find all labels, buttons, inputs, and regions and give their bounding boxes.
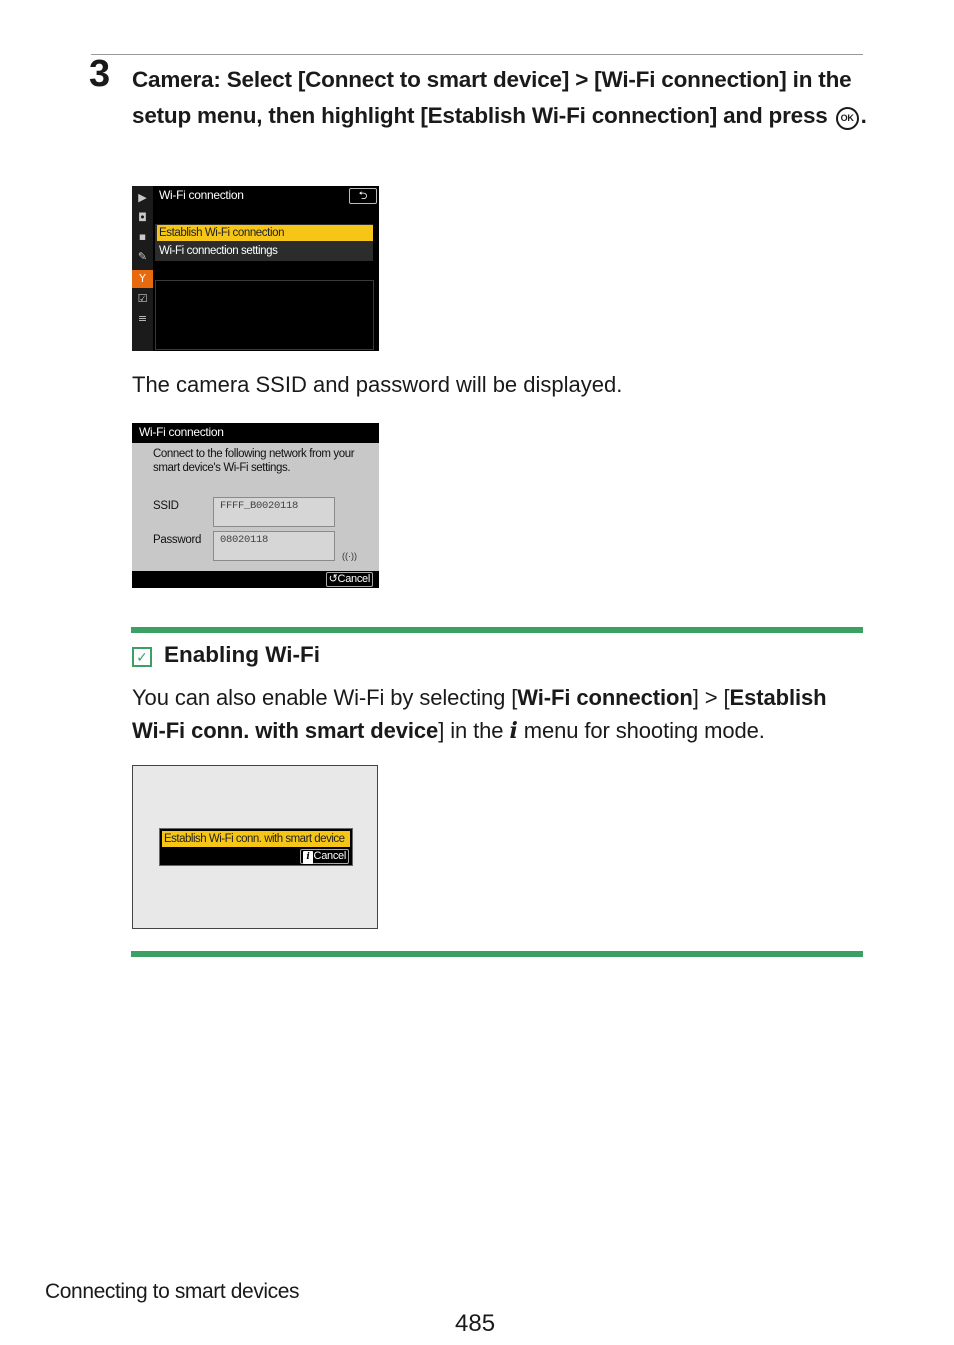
menu-title: Wi-Fi connection bbox=[159, 188, 244, 202]
menu-list bbox=[155, 224, 373, 261]
tip-body bbox=[132, 681, 852, 748]
ssid-field bbox=[213, 497, 335, 527]
menu-item-establish-wifi[interactable]: Establish Wi-Fi connection bbox=[157, 225, 373, 241]
password-label: Password bbox=[153, 534, 202, 546]
step-number: 3 bbox=[89, 53, 111, 95]
ssid-label: SSID bbox=[153, 500, 179, 512]
tip-text-1: You can also enable Wi-Fi by selecting [ bbox=[132, 685, 518, 710]
tip-text-2: ] > [ bbox=[692, 685, 730, 710]
menu-tab-strip bbox=[132, 186, 153, 351]
cancel-button[interactable]: ↺Cancel bbox=[326, 572, 373, 587]
i-cancel-label: Cancel bbox=[313, 850, 346, 862]
footer-section-title: Connecting to smart devices bbox=[45, 1280, 300, 1303]
tip-bottom-bar bbox=[131, 951, 863, 957]
tip-heading bbox=[132, 642, 320, 668]
tip-text-3: ] in the bbox=[438, 718, 510, 743]
retouch-tab-icon: ☑ bbox=[137, 292, 148, 305]
wifi-info-title: Wi-Fi connection bbox=[139, 425, 224, 439]
i-menu-dialog bbox=[159, 828, 353, 866]
page-number: 485 bbox=[455, 1310, 496, 1337]
check-icon: ✓ bbox=[132, 647, 152, 667]
step-text-1: Camera: Select [Connect to smart device] > [Wi-Fi connection] in the setup menu, then highlight [Establish Wi-Fi connection] and press bbox=[132, 67, 852, 128]
setup-tab-icon: Y bbox=[132, 270, 153, 288]
i-cancel-button[interactable] bbox=[300, 849, 349, 864]
cancel-label: Cancel bbox=[337, 573, 370, 585]
step-instruction bbox=[132, 62, 867, 134]
wifi-info-message: Connect to the following network from your smart device's Wi-Fi settings. bbox=[153, 448, 355, 474]
tip-top-bar bbox=[131, 627, 863, 633]
password-value: 08020118 bbox=[220, 534, 269, 546]
wifi-info-header bbox=[132, 423, 379, 443]
movie-recording-tab-icon: ▪ bbox=[138, 230, 147, 243]
wifi-info-footer bbox=[132, 571, 379, 588]
wifi-signal-icon: ((·)) bbox=[342, 551, 357, 561]
password-field bbox=[213, 531, 335, 561]
photo-shooting-tab-icon: ◘ bbox=[138, 211, 147, 224]
help-panel bbox=[155, 280, 374, 350]
i-menu-icon: i bbox=[509, 718, 518, 744]
ssid-value: FFFF_B0020118 bbox=[220, 500, 299, 512]
i-button-icon: i bbox=[303, 851, 312, 864]
menu-header bbox=[155, 186, 379, 206]
tip-text-4: menu for shooting mode. bbox=[517, 718, 765, 743]
top-divider bbox=[91, 54, 863, 55]
caption-ssid-displayed: The camera SSID and password will be displayed. bbox=[132, 372, 623, 397]
back-icon[interactable]: ⮌ bbox=[349, 188, 377, 204]
i-menu-screenshot bbox=[132, 765, 378, 929]
tip-bold-1: Wi-Fi connection bbox=[517, 685, 693, 710]
playback-tab-icon: ▶ bbox=[138, 191, 147, 204]
custom-settings-tab-icon: ✎ bbox=[137, 250, 148, 263]
tip-heading-text: Enabling Wi-Fi bbox=[164, 642, 321, 667]
step-text-2: . bbox=[860, 103, 867, 128]
menu-item-wifi-settings[interactable]: Wi-Fi connection settings bbox=[159, 245, 278, 257]
ok-button-icon: OK bbox=[836, 107, 859, 130]
setup-menu-screenshot bbox=[132, 186, 379, 351]
tip-bold-2: Establish Wi-Fi conn. with smart device bbox=[132, 685, 827, 743]
my-menu-tab-icon: ≡ bbox=[137, 312, 148, 325]
establish-wifi-smart-device-item[interactable]: Establish Wi-Fi conn. with smart device bbox=[162, 831, 350, 847]
wifi-info-screenshot bbox=[132, 423, 379, 588]
